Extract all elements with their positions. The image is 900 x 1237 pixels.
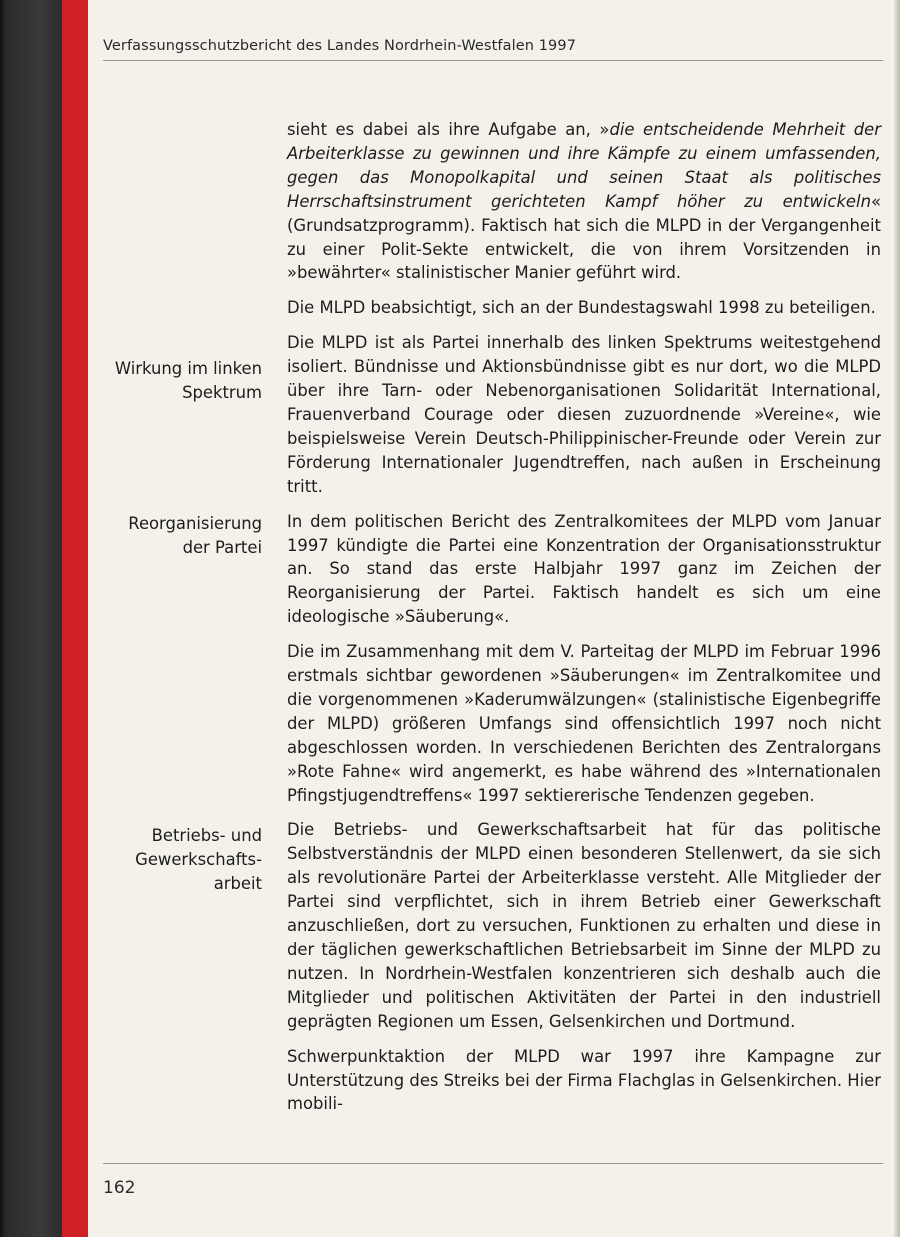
paragraph-schwerpunktaktion: Schwerpunktaktion der MLPD war 1997 ihre Kampagne zur Unterstützung des Streiks bei der Firma Flachglas in Gelsenkirchen. Hier mobili-	[287, 1046, 881, 1114]
header-rule	[103, 60, 883, 61]
paragraph-wirkung: Die MLPD ist als Partei innerhalb des linken Spektrums weitestgehend isoliert. Bündnisse und Aktionsbündnisse gibt es nur dort, wo die MLPD über ihre Tarn- oder Nebenorganisationen Solidarität International, Frauenverband Courage oder diesen zuzuordnende »Vereine«, wie beispielsweise Verein Deutsch-Philippinischer-Freunde oder Verein zur Förderung Internationaler Jugendtreffen, nach außen in Erscheinung tritt.	[287, 333, 881, 496]
paragraph-goal	[287, 118, 881, 285]
program-quote: die entscheidende Mehrheit der Arbeiterklasse zu gewinnen und ihre Kämpfe zu einem umfassenden, gegen das Monopolkapital und seinen Staat als politisches Herrschaftsinstrument gerichteten Kampf höher zu entwickeln	[287, 120, 881, 211]
paragraph-reorganisierung: In dem politischen Bericht des Zentralkomitees der MLPD vom Januar 1997 kündigte die Partei eine Konzentration der Organisationsstruktur an. So stand das erste Halbjahr 1997 ganz im Zeichen der Reorganisierung der Partei. Faktisch handelt es sich um eine ideologische »Säuberung«.	[287, 511, 881, 627]
page-edge-shadow	[894, 0, 900, 1237]
margin-note-reorganisierung: Reorganisierung der Partei	[128, 514, 262, 557]
footer-rule	[103, 1163, 883, 1164]
paragraph-goal-lead: sieht es dabei als ihre Aufgabe an, »	[287, 120, 610, 139]
running-head: Verfassungsschutzbericht des Landes Nordrhein-Westfalen 1997	[103, 38, 577, 54]
page-number: 162	[103, 1178, 136, 1198]
paragraph-bundestagswahl: Die MLPD beabsichtigt, sich an der Bundestagswahl 1998 zu beteiligen.	[287, 298, 876, 318]
paragraph-saeuberungen: Die im Zusammenhang mit dem V. Parteitag der MLPD im Februar 1996 erstmals sichtbar gewordenen »Säuberungen« im Zentralkomitee und die vorgenommenen »Kaderumwälzungen« (stalinistische Eigenbegriffe der MLPD) größeren Umfangs sind offensichtlich 1997 noch nicht abgeschlossen worden. In verschiedenen Berichten des Zentralorgans »Rote Fahne« wird angemerkt, es habe während des »Internationalen Pfingstjugendtreffens« 1997 sektiererische Tendenzen gegeben.	[287, 642, 881, 805]
body-text	[287, 118, 881, 1116]
paragraph-goal-rest: « (Grundsatzprogramm). Faktisch hat sich die MLPD in der Vergangenheit zu einer Polit-Sekte entwickelt, die von ihrem Vorsitzenden in »bewährter« stalinistischer Manier geführt wird.	[287, 191, 881, 283]
margin-note-betriebsarbeit: Betriebs- und Gewerkschafts- arbeit	[135, 826, 262, 893]
margin-note-wirkung: Wirkung im linken Spektrum	[114, 359, 262, 402]
paragraph-betriebsarbeit: Die Betriebs- und Gewerkschaftsarbeit hat für das politische Selbstverständnis der MLPD einen besonderen Stellenwert, da sie sich als revolutionäre Partei der Arbeiterklasse versteht. Alle Mitglieder der Partei sind verpflichtet, sich in ihrem Betrieb einer Gewerkschaft anzuschließen, dort zu versuchen, Funktionen zu erhalten und diese in der täglichen gewerkschaftlichen Betriebsarbeit im Sinne der MLPD zu nutzen. In Nordrhein-Westfalen konzentrieren sich deshalb auch die Mitglieder und politischen Aktivitäten der Partei in den industriell geprägten Regionen um Essen, Gelsenkirchen und Dortmund.	[287, 820, 881, 1031]
book-spine-shadow	[0, 0, 62, 1237]
red-margin-band	[62, 0, 88, 1237]
